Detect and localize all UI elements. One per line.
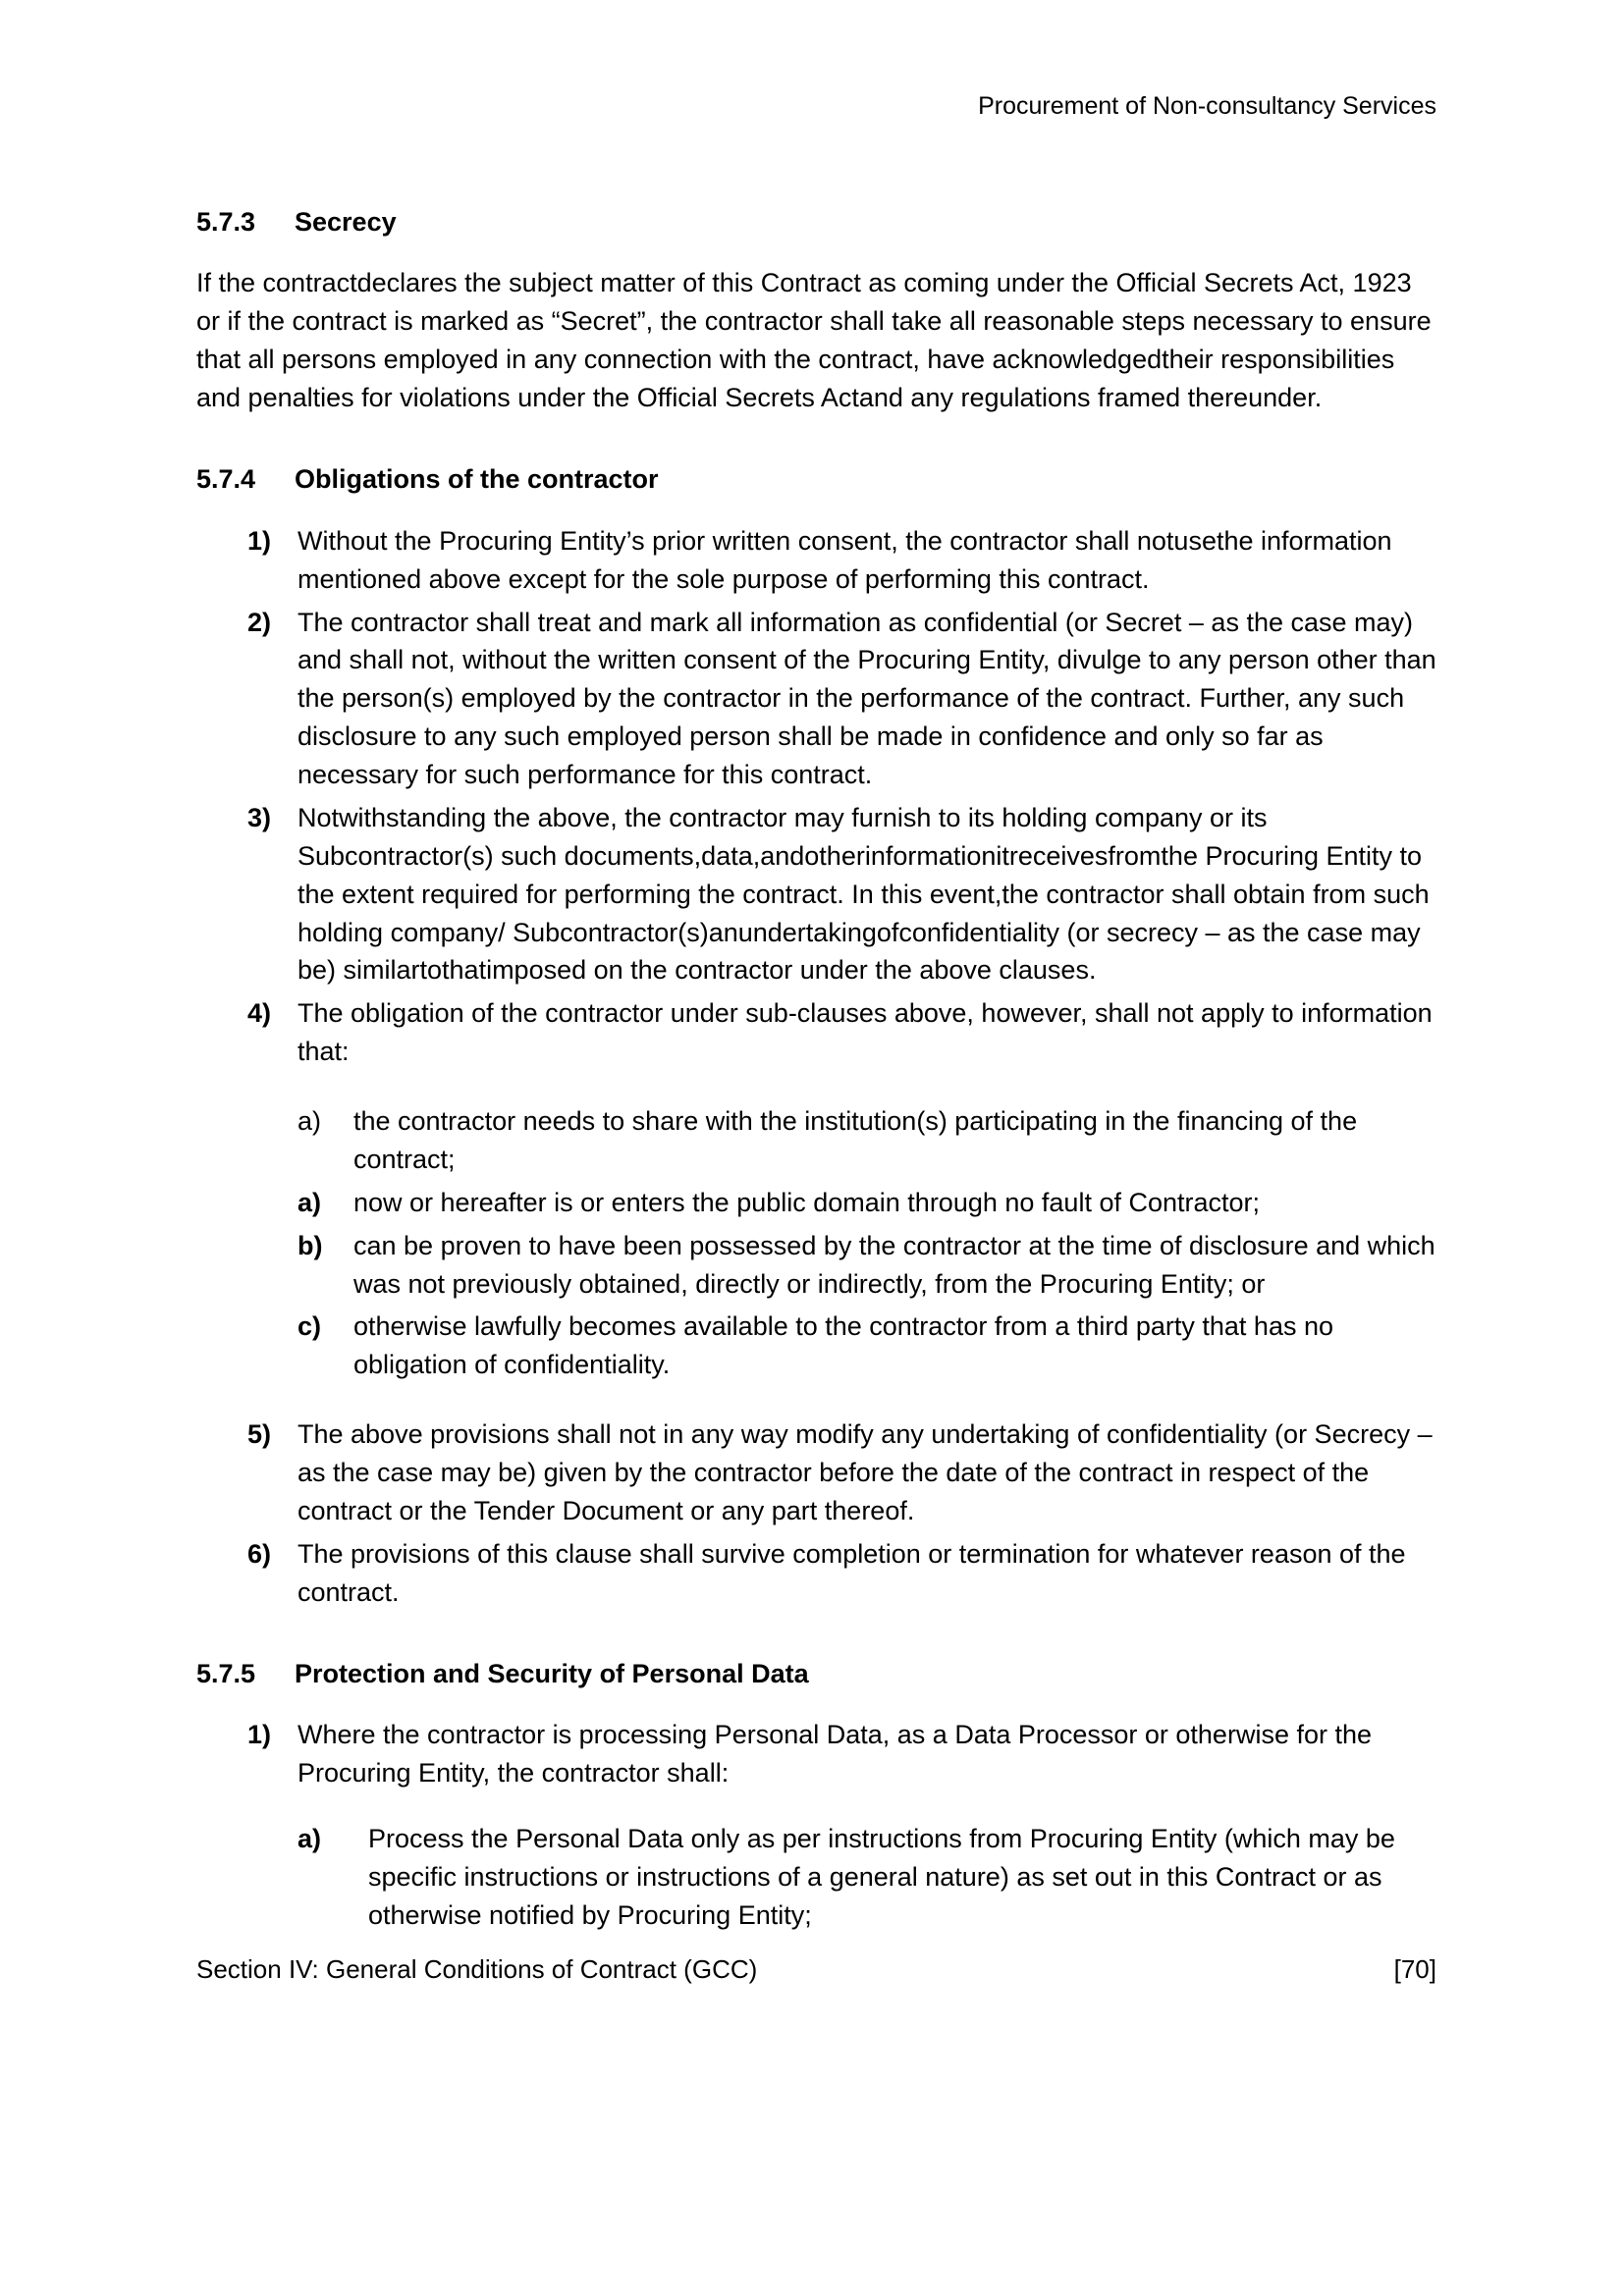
list-item-text: Notwithstanding the above, the contractor may furnish to its holding company or its Subcontractor(s) such documents,data,andotherinformationitreceivesfromthe Procuring Entity to the extent required for performing the contract. In this event,the contractor shall obtain from such holding company/ Subcontractor(s)anundertakingofconfidentiality (or secrecy – as the case may be) similartothatimposed on the contractor under the above clauses. [298,802,1430,986]
list-item-marker: 1) [247,525,272,556]
list-item [196,1716,1436,1792]
document-body [196,203,1436,1935]
sublist-item-marker: a) [298,1106,322,1136]
sublist-item-marker: a) [298,1824,322,1854]
header-title: Procurement of Non-consultancy Services [978,92,1436,120]
numbered-list-continued [196,1415,1436,1611]
lettered-sublist [196,1102,1436,1384]
list-item-text: The above provisions shall not in any way modify any undertaking of confidentiality (or Secrecy – as the case may be) given by the contractor before the date of the contract in respect of the contract or the Tender Document or any part thereof. [298,1419,1433,1525]
sublist-item-text: now or hereafter is or enters the public domain through no fault of Contractor; [353,1187,1261,1217]
list-item [196,799,1436,989]
footer-section-label: Section IV: General Conditions of Contract (GCC) [196,1953,758,1984]
section-title: Obligations of the contractor [295,463,659,494]
section-heading-secrecy [196,203,1436,241]
section-heading-personal-data [196,1655,1436,1693]
sublist-item [196,1227,1436,1304]
section-number: 5.7.3 [196,206,256,237]
footer-page-number: [70] [1393,1953,1436,1984]
list-item [196,604,1436,794]
sublist-item [196,1308,1436,1384]
sublist-item-text: the contractor needs to share with the institution(s) participating in the financing of the contract; [353,1106,1358,1174]
section-number: 5.7.4 [196,463,256,494]
list-item-text: Where the contractor is processing Personal Data, as a Data Processor or otherwise for the Procuring Entity, the contractor shall: [298,1720,1373,1789]
sublist-item-text: can be proven to have been possessed by the contractor at the time of disclosure and which was not previously obtained, directly or indirectly, from the Procuring Entity; or [353,1230,1435,1299]
list-item-marker: 1) [247,1720,272,1750]
sublist-item [196,1820,1436,1935]
list-item [196,1415,1436,1530]
list-item-marker: 2) [247,607,272,637]
list-item-marker: 4) [247,998,272,1029]
sublist-item-text: otherwise lawfully becomes available to the contractor from a third party that has no obligation of confidentiality. [353,1311,1333,1380]
section-heading-obligations [196,460,1436,499]
page-footer [196,1954,1436,1985]
list-item-marker: 6) [247,1538,272,1569]
list-item-text: The contractor shall treat and mark all information as confidential (or Secret – as the case may) and shall not, without the written consent of the Procuring Entity, divulge to any person other than the person(s) employed by the contractor in the performance of the contract. Further, any such disclosure to any such employed person shall be made in confidence and only so far as necessary for such performance for this contract. [298,607,1436,789]
numbered-list [196,522,1436,1071]
sublist-item-marker: a) [298,1187,322,1217]
sublist-item [196,1102,1436,1179]
section-number: 5.7.5 [196,1658,256,1688]
sublist-item-text: Process the Personal Data only as per instructions from Procuring Entity (which may be specific instructions or instructions of a general nature) as set out in this Contract or as otherwise notified by Procuring Entity; [368,1824,1395,1930]
sublist-item-marker: c) [298,1311,322,1342]
list-item [196,522,1436,599]
list-item-text: The obligation of the contractor under sub-clauses above, however, shall not apply to information that: [298,998,1433,1067]
list-item-text: Without the Procuring Entity’s prior written consent, the contractor shall notusethe information mentioned above except for the sole purpose of performing this contract. [298,525,1392,594]
lettered-sublist [196,1820,1436,1935]
list-item-marker: 5) [247,1419,272,1450]
list-item-text: The provisions of this clause shall survive completion or termination for whatever reason of the contract. [298,1538,1406,1607]
numbered-list [196,1716,1436,1792]
page-header [196,90,1436,123]
secrecy-paragraph: If the contractdeclares the subject matter of this Contract as coming under the Official Secrets Act, 1923 or if the contract is marked as “Secret”, the contractor shall take all reasonable steps necessary to ensure that all persons employed in any connection with the contract, have acknowledgedtheir responsibilities and penalties for violations under the Official Secrets Actand any regulations framed thereunder. [196,268,1432,412]
list-item [196,1535,1436,1612]
section-title: Secrecy [295,206,397,237]
list-item [196,994,1436,1071]
list-item-marker: 3) [247,802,272,832]
section-title: Protection and Security of Personal Data [295,1658,809,1688]
sublist-item [196,1184,1436,1222]
sublist-item-marker: b) [298,1230,323,1260]
